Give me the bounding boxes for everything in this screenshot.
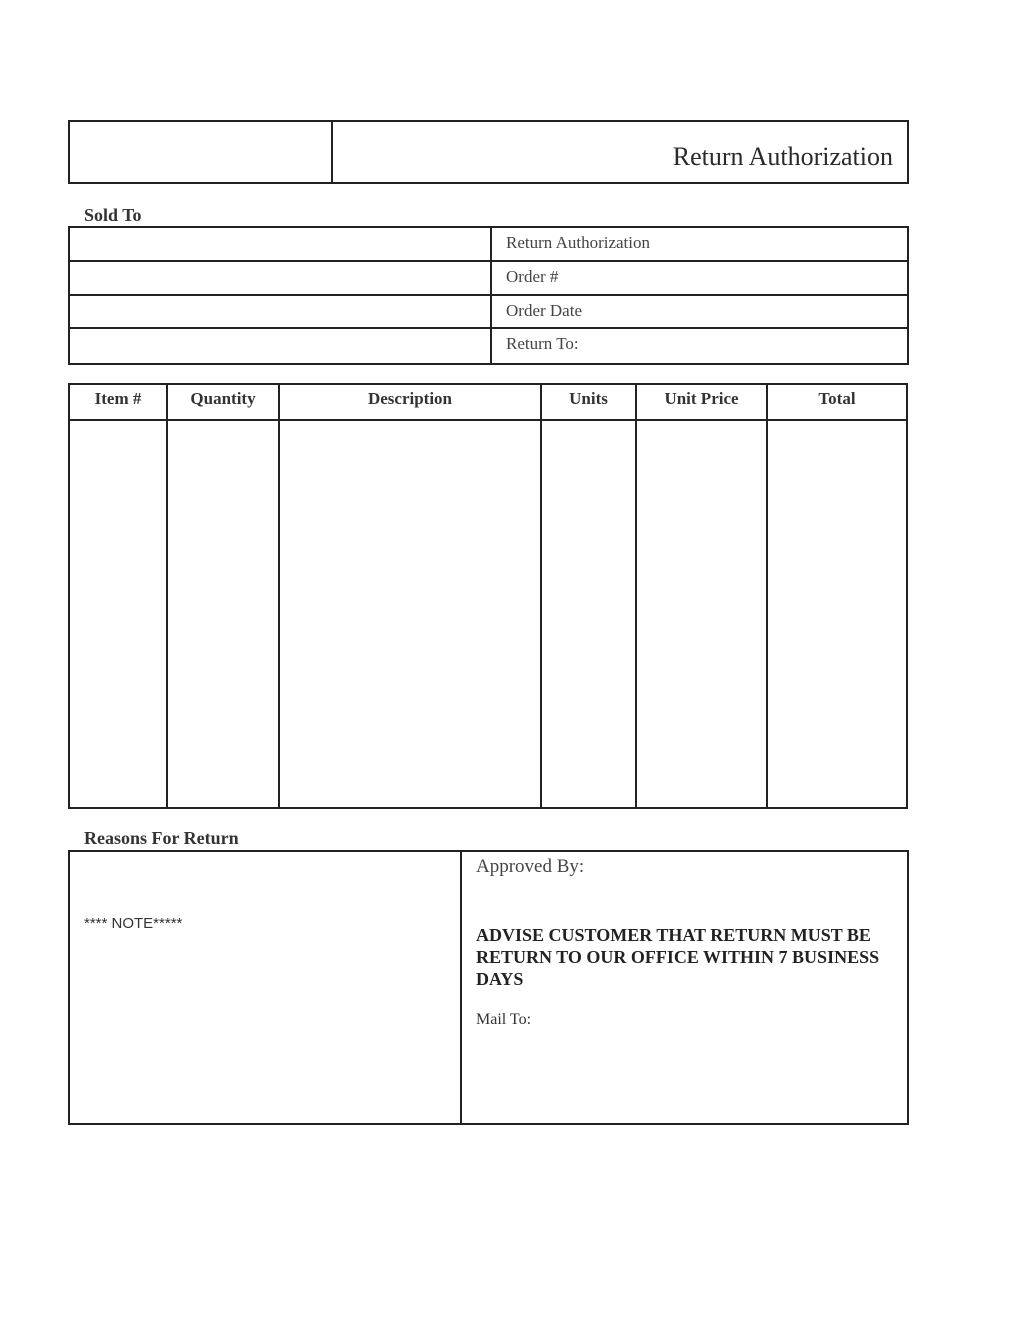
sold-to-field-4[interactable] <box>70 329 490 363</box>
sold-to-field-3[interactable] <box>70 296 490 327</box>
reasons-for-return-label: Reasons For Return <box>84 828 239 848</box>
order-number-field-label: Order # <box>506 267 559 286</box>
sold-to-field-1[interactable] <box>70 228 490 260</box>
mail-to-label: Mail To: <box>476 1011 532 1028</box>
document-title: Return Authorization <box>672 142 893 171</box>
sold-to-label: Sold To <box>84 205 142 225</box>
column-header-units: Units <box>569 389 608 408</box>
return-authorization-field-label: Return Authorization <box>506 233 651 252</box>
column-header-total: Total <box>818 389 856 408</box>
logo-area <box>70 122 330 182</box>
approved-by-label: Approved By: <box>476 856 585 877</box>
column-header-unit-price: Unit Price <box>664 389 739 408</box>
reasons-input-area[interactable] <box>70 852 460 1123</box>
note-text: **** NOTE***** <box>84 915 183 932</box>
header-divider <box>331 120 333 184</box>
order-date-field-label: Order Date <box>506 301 582 320</box>
items-table-body[interactable] <box>70 421 906 807</box>
column-header-item: Item # <box>94 389 142 408</box>
column-header-quantity: Quantity <box>190 389 256 408</box>
return-to-field-label: Return To: <box>506 334 579 353</box>
advise-customer-notice: ADVISE CUSTOMER THAT RETURN MUST BE RETURN TO OUR OFFICE WITHIN 7 BUSINESS DAYS <box>476 925 880 989</box>
reasons-divider <box>460 850 462 1125</box>
column-header-description: Description <box>367 389 453 408</box>
sold-to-field-2[interactable] <box>70 262 490 294</box>
